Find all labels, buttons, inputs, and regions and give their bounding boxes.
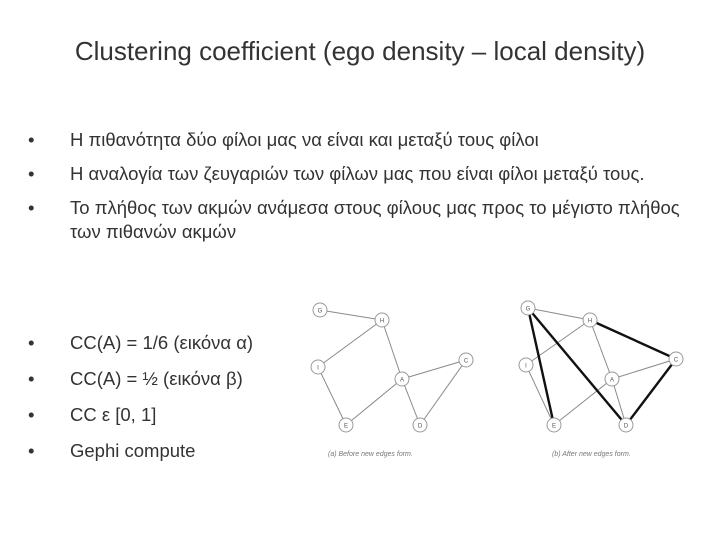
graph-b-figure xyxy=(510,295,710,465)
bullet-item xyxy=(28,196,708,244)
node-label: I xyxy=(317,365,319,372)
bullet-item xyxy=(28,403,328,427)
bullet-marker: • xyxy=(28,440,35,461)
graph-a-figure xyxy=(300,295,505,465)
node-label: I xyxy=(525,363,527,370)
bullet-item xyxy=(28,367,328,391)
definition-list xyxy=(28,128,708,254)
node-label: D xyxy=(623,423,629,430)
bullet-text: Η αναλογία των ζευγαριών των φίλων μας που είναι φίλοι μεταξύ τους. xyxy=(70,163,645,184)
bullet-text: Gephi compute xyxy=(70,440,196,461)
bullet-text: CC(A) = 1/6 (εικόνα α) xyxy=(70,332,254,353)
bullet-text: CC ε [0, 1] xyxy=(70,404,157,425)
bullet-marker: • xyxy=(28,404,35,425)
node-label: G xyxy=(317,308,323,315)
bullet-item xyxy=(28,439,328,463)
bullet-item xyxy=(28,331,328,355)
slide-title: Clustering coefficient (ego density – local density) xyxy=(74,36,646,66)
bullet-marker: • xyxy=(28,197,35,218)
bullet-text: Η πιθανότητα δύο φίλοι μας να είναι και μεταξύ τους φίλοι xyxy=(70,129,539,150)
bullet-item xyxy=(28,128,708,152)
node-label: E xyxy=(551,423,557,430)
graph-b-caption: (b) After new edges form. xyxy=(552,451,631,458)
bullet-text: CC(A) = ½ (εικόνα β) xyxy=(70,368,243,389)
node-label: E xyxy=(343,423,349,430)
node-label: C xyxy=(673,357,679,364)
node-label: A xyxy=(609,377,615,384)
node-label: H xyxy=(587,318,593,325)
node-label: A xyxy=(399,377,405,384)
bullet-marker: • xyxy=(28,332,35,353)
bullet-item xyxy=(28,162,708,186)
node-label: D xyxy=(417,423,423,430)
bullet-marker: • xyxy=(28,368,35,389)
bullet-marker: • xyxy=(28,163,35,184)
node-label: C xyxy=(463,358,469,365)
node-label: G xyxy=(525,306,531,313)
node-label: H xyxy=(379,318,385,325)
graph-a-caption: (a) Before new edges form. xyxy=(328,451,413,458)
example-list xyxy=(28,331,328,475)
bullet-marker: • xyxy=(28,129,35,150)
bullet-text: Το πλήθος των ακμών ανάμεσα στους φίλους μας προς το μέγιστο πλήθος των πιθανών ακμών xyxy=(70,197,680,242)
